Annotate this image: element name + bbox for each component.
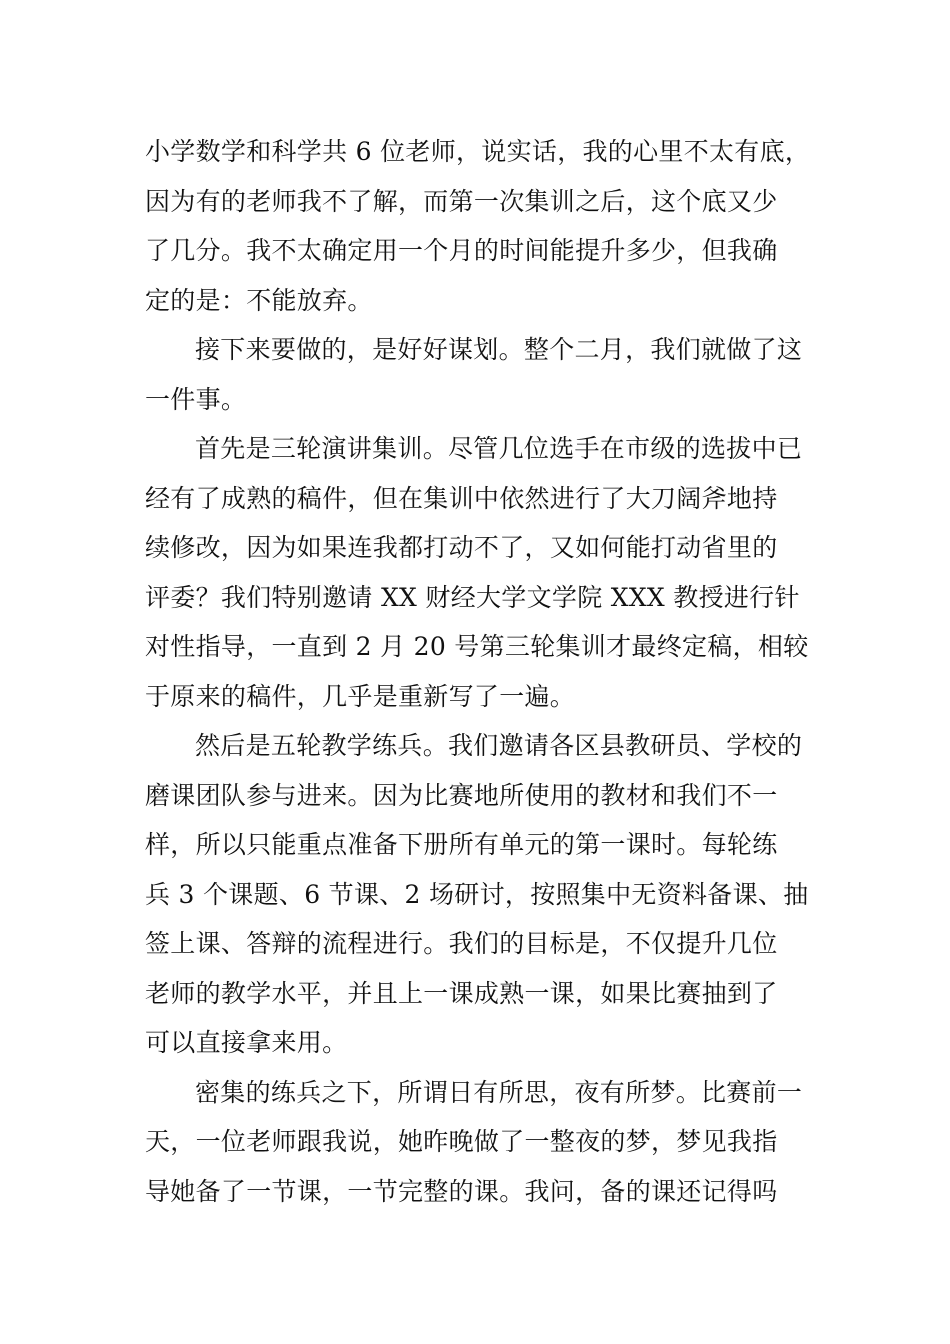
document-body	[145, 127, 815, 1216]
text-line: 一件事。	[145, 384, 247, 414]
text-line: 因为有的老师我不了解，而第一次集训之后，这个底又少	[145, 186, 778, 216]
text-line: 密集的练兵之下，所谓日有所思，夜有所梦。比赛前一	[195, 1077, 803, 1107]
text-line: 接下来要做的，是好好谋划。整个二月，我们就做了这	[195, 335, 803, 364]
text-line: 然后是五轮教学练兵。我们邀请各区县教研员、学校的	[195, 731, 803, 760]
text-line: 于原来的稿件，几乎是重新写了一遍。	[145, 681, 576, 711]
text-line: 续修改，因为如果连我都打动不了，又如何能打动省里的	[145, 533, 778, 562]
text-line: 了几分。我不太确定用一个月的时间能提升多少，但我确	[145, 236, 778, 265]
paragraph-1	[145, 127, 815, 325]
text-line: 导她备了一节课，一节完整的课。我问，备的课还记得吗	[145, 1176, 778, 1206]
paragraph-4	[145, 721, 815, 1068]
text-line: 样，所以只能重点准备下册所有单元的第一课时。每轮练	[145, 830, 778, 859]
paragraph-5	[145, 1068, 815, 1217]
text-line: 兵 3 个课题、6 节课、2 场研讨，按照集中无资料备课、抽	[145, 879, 809, 909]
paragraph-2	[145, 325, 815, 424]
text-line: 天，一位老师跟我说，她昨晚做了一整夜的梦，梦见我指	[145, 1127, 778, 1156]
text-line: 签上课、答辩的流程进行。我们的目标是，不仅提升几位	[145, 929, 778, 958]
text-line: 可以直接拿来用。	[145, 1028, 348, 1057]
text-line: 对性指导，一直到 2 月 20 号第三轮集训才最终定稿，相较	[145, 632, 809, 661]
paragraph-3	[145, 424, 815, 721]
text-line: 定的是：不能放弃。	[145, 285, 373, 315]
text-line: 老师的教学水平，并且上一课成熟一课，如果比赛抽到了	[145, 978, 778, 1008]
text-line: 经有了成熟的稿件，但在集训中依然进行了大刀阔斧地持	[145, 483, 778, 513]
text-line: 评委？我们特别邀请 XX 财经大学文学院 XXX 教授进行针	[145, 582, 800, 612]
text-line: 小学数学和科学共 6 位老师，说实话，我的心里不太有底，	[145, 137, 811, 166]
text-line: 磨课团队参与进来。因为比赛地所使用的教材和我们不一	[145, 780, 778, 810]
text-line: 首先是三轮演讲集训。尽管几位选手在市级的选拔中已	[195, 434, 803, 463]
